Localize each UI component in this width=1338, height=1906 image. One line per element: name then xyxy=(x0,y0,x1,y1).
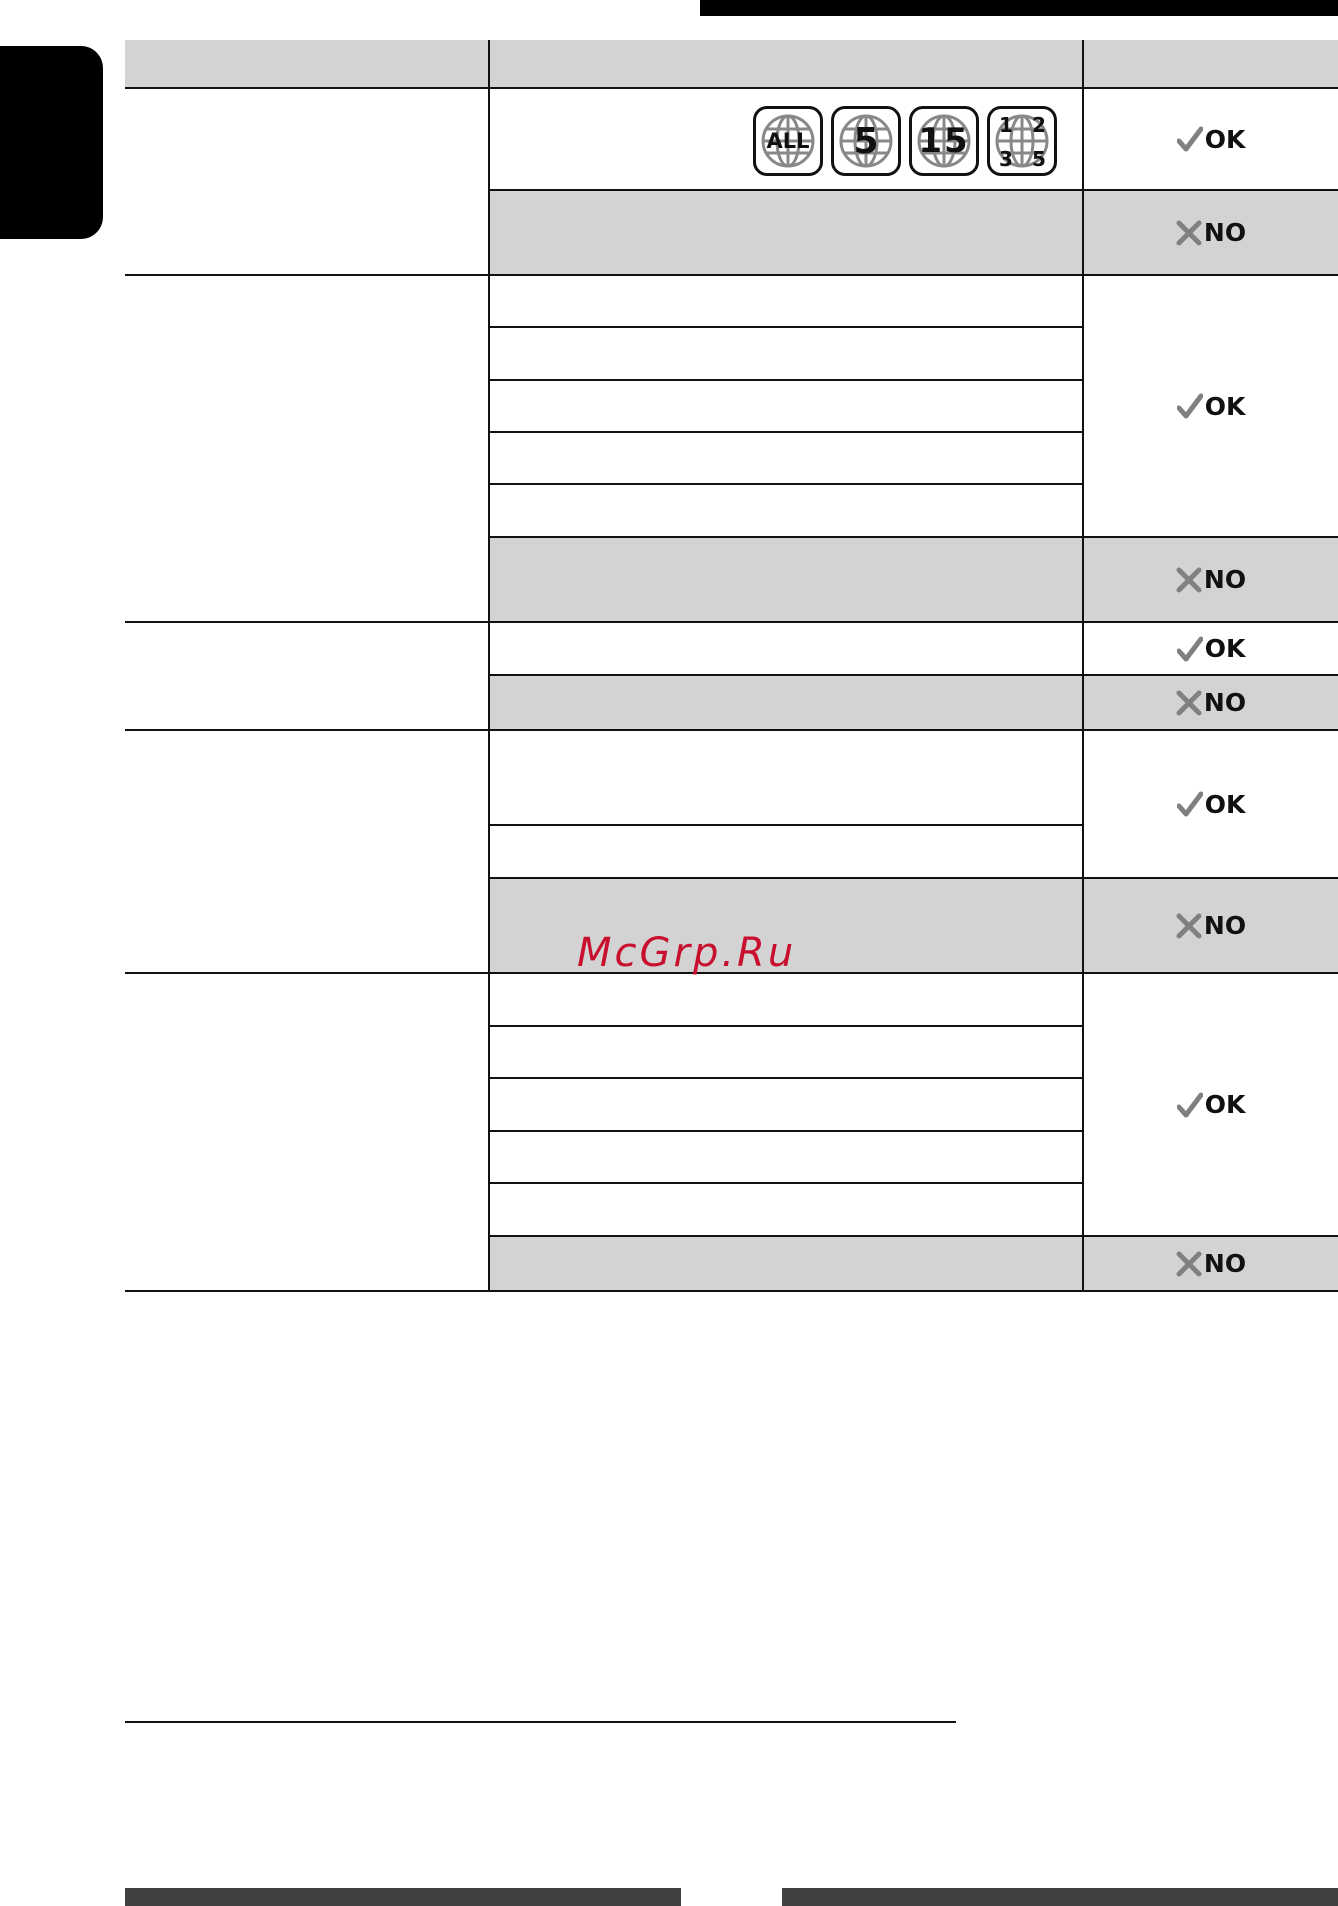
region-label: 2 xyxy=(1032,113,1046,137)
row-divider xyxy=(490,1025,1083,1027)
table-header-row xyxy=(125,40,1338,88)
region-label: 5 xyxy=(1032,147,1046,171)
status-ok xyxy=(1084,89,1338,189)
status-label: NO xyxy=(1203,218,1247,247)
status-ok xyxy=(1084,974,1338,1235)
footer-bar-left xyxy=(125,1888,681,1906)
region-icon-15 xyxy=(909,106,979,176)
cross-icon xyxy=(1176,220,1202,246)
checkmark-icon xyxy=(1177,636,1203,662)
language-tab xyxy=(0,46,103,239)
status-label: NO xyxy=(1203,1249,1247,1278)
row-divider xyxy=(490,326,1083,328)
column-divider xyxy=(488,40,490,1292)
cross-icon xyxy=(1176,913,1202,939)
status-ok xyxy=(1084,623,1338,674)
row-divider xyxy=(490,1077,1083,1079)
status-label: OK xyxy=(1204,1090,1246,1119)
region-label: 3 xyxy=(999,147,1013,171)
cross-icon xyxy=(1176,690,1202,716)
status-no xyxy=(1084,191,1338,274)
status-label: NO xyxy=(1203,911,1247,940)
region-icon-all xyxy=(753,106,823,176)
checkmark-icon xyxy=(1177,791,1203,817)
row-divider xyxy=(490,431,1083,433)
cross-icon xyxy=(1176,1251,1202,1277)
header-bar xyxy=(700,0,1338,16)
status-label: NO xyxy=(1203,565,1247,594)
checkmark-icon xyxy=(1177,1092,1203,1118)
region-label: 5 xyxy=(853,120,879,162)
status-no xyxy=(1084,879,1338,972)
watermark: McGrp.Ru xyxy=(577,930,797,976)
status-label: OK xyxy=(1204,634,1246,663)
region-label: 1 xyxy=(999,113,1013,137)
status-label: OK xyxy=(1204,789,1246,819)
status-no xyxy=(1084,676,1338,729)
row-divider xyxy=(490,1182,1083,1184)
status-label: OK xyxy=(1204,391,1246,421)
region-icon-multi xyxy=(987,106,1057,176)
checkmark-icon xyxy=(1177,393,1203,419)
region-label: 15 xyxy=(918,121,970,161)
region-code-icons xyxy=(753,106,1057,176)
row-divider xyxy=(490,483,1083,485)
status-no xyxy=(1084,1237,1338,1290)
row-divider xyxy=(125,1290,1338,1292)
footnote-rule xyxy=(125,1721,956,1723)
footer-bar-right xyxy=(782,1888,1338,1906)
row-divider xyxy=(490,1130,1083,1132)
cross-icon xyxy=(1176,567,1202,593)
status-no xyxy=(1084,538,1338,621)
row-divider xyxy=(490,824,1083,826)
region-icon-5 xyxy=(831,106,901,176)
status-ok xyxy=(1084,276,1338,536)
compatibility-table xyxy=(125,40,1338,1292)
status-label: OK xyxy=(1204,124,1246,154)
status-label: NO xyxy=(1203,688,1247,717)
row-divider xyxy=(490,379,1083,381)
status-ok xyxy=(1084,731,1338,877)
region-label: ALL xyxy=(766,129,810,153)
checkmark-icon xyxy=(1177,126,1203,152)
